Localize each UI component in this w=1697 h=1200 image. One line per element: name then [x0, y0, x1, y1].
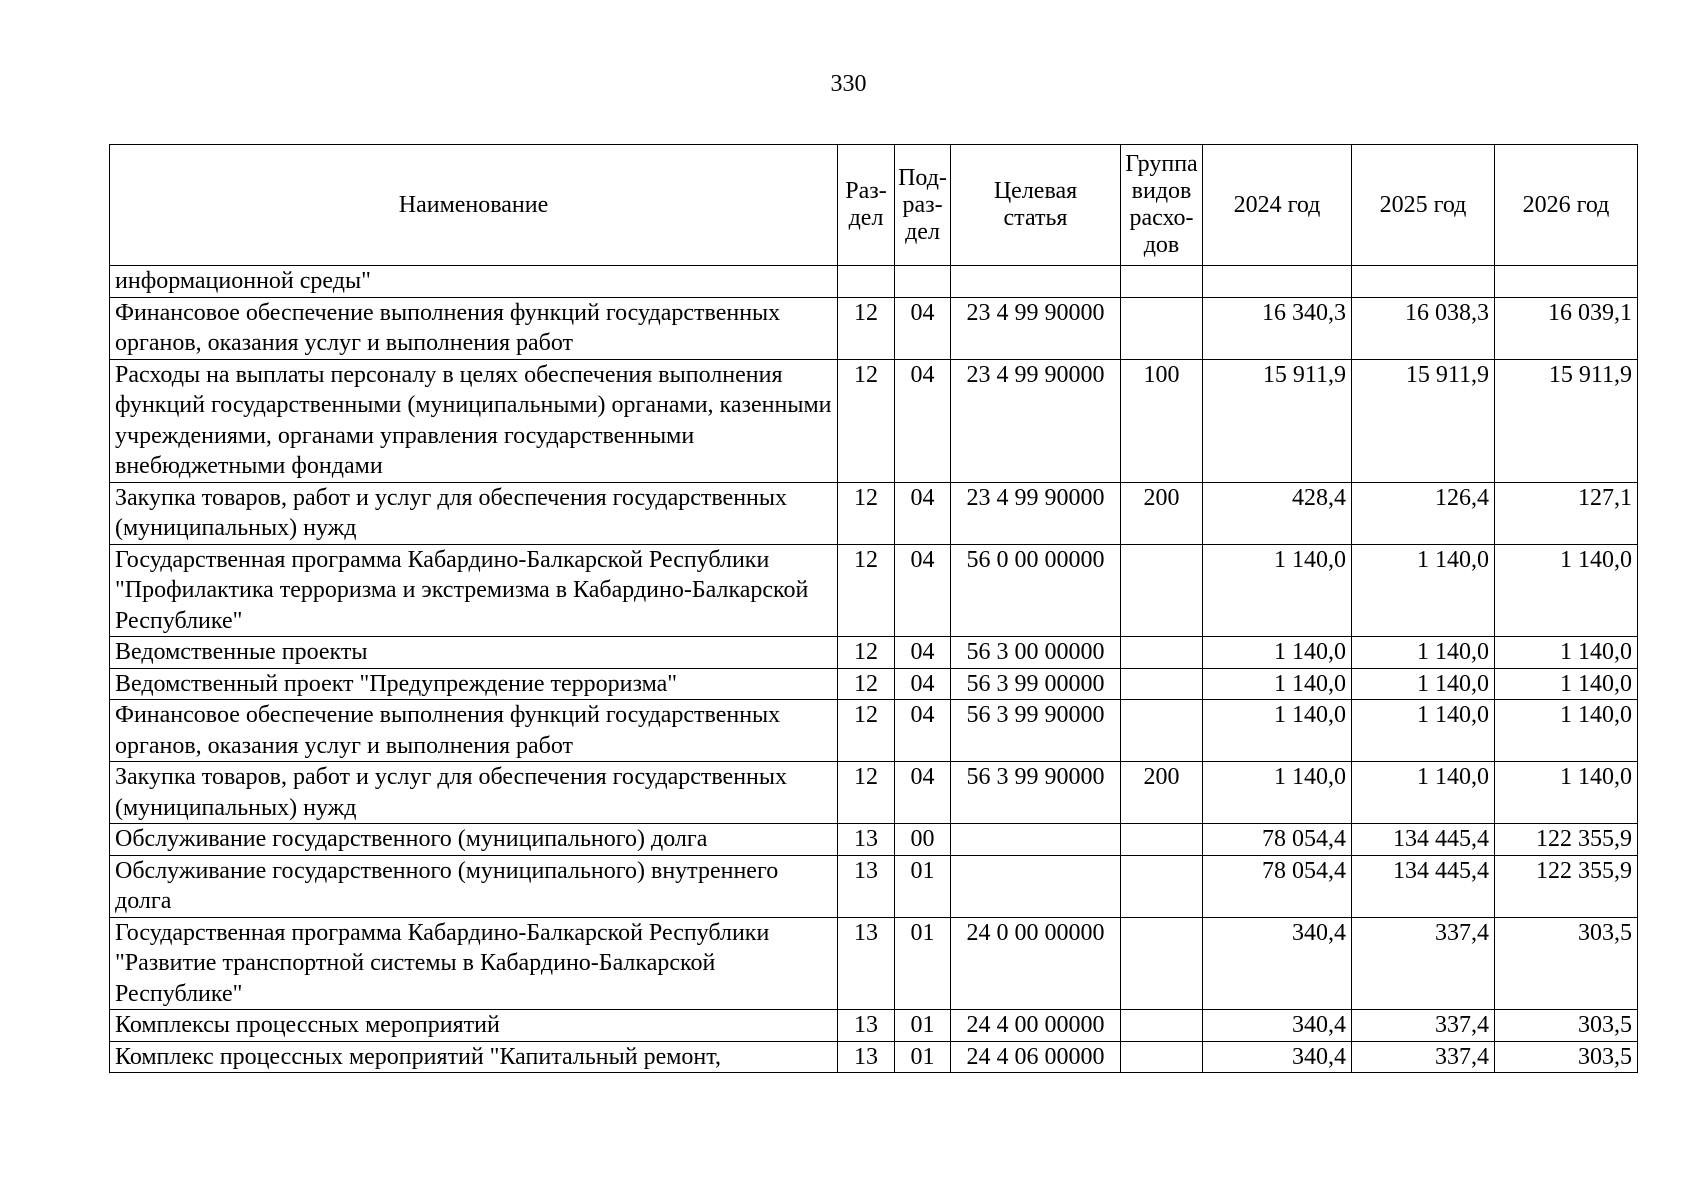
cell-2025: 15 911,9: [1352, 359, 1495, 482]
cell-2025: 134 445,4: [1352, 824, 1495, 856]
cell-2025: 337,4: [1352, 1041, 1495, 1073]
cell-2026: 1 140,0: [1495, 637, 1638, 669]
cell-razdel: 12: [838, 668, 895, 700]
cell-tselevaya: [951, 824, 1121, 856]
table-row: [110, 1010, 1638, 1042]
cell-2024: 1 140,0: [1203, 668, 1352, 700]
cell-podrazdel: 04: [895, 297, 951, 359]
header-podrazdel: [895, 145, 951, 266]
cell-2026: 1 140,0: [1495, 762, 1638, 824]
cell-2025: 16 038,3: [1352, 297, 1495, 359]
table-row: [110, 544, 1638, 637]
cell-2024: 428,4: [1203, 482, 1352, 544]
cell-razdel: 12: [838, 544, 895, 637]
cell-tselevaya: 24 0 00 00000: [951, 917, 1121, 1010]
cell-tselevaya: 23 4 99 90000: [951, 482, 1121, 544]
cell-gruppa: [1121, 1010, 1203, 1042]
cell-2024: 340,4: [1203, 1041, 1352, 1073]
cell-name: Финансовое обеспечение выполнения функций государственных органов, оказания услуг и выполнения работ: [110, 700, 838, 762]
cell-gruppa: [1121, 544, 1203, 637]
cell-name: Ведомственные проекты: [110, 637, 838, 669]
cell-podrazdel: 04: [895, 482, 951, 544]
cell-2024: 16 340,3: [1203, 297, 1352, 359]
cell-name: Комплексы процессных мероприятий: [110, 1010, 838, 1042]
cell-gruppa: [1121, 668, 1203, 700]
cell-gruppa: [1121, 917, 1203, 1010]
cell-tselevaya: 23 4 99 90000: [951, 297, 1121, 359]
budget-table: [109, 144, 1638, 1073]
table-header-row: [110, 145, 1638, 266]
cell-gruppa: 200: [1121, 762, 1203, 824]
cell-tselevaya: [951, 266, 1121, 298]
cell-2026: [1495, 266, 1638, 298]
cell-2024: 1 140,0: [1203, 700, 1352, 762]
cell-2024: 15 911,9: [1203, 359, 1352, 482]
cell-2025: 1 140,0: [1352, 700, 1495, 762]
cell-2026: 303,5: [1495, 1041, 1638, 1073]
cell-podrazdel: 04: [895, 762, 951, 824]
cell-tselevaya: 56 0 00 00000: [951, 544, 1121, 637]
header-2026: 2026 год: [1495, 145, 1638, 266]
cell-2024: 78 054,4: [1203, 855, 1352, 917]
header-name: Наименование: [110, 145, 838, 266]
cell-podrazdel: 01: [895, 855, 951, 917]
cell-name: Обслуживание государственного (муниципального) долга: [110, 824, 838, 856]
cell-2026: 303,5: [1495, 1010, 1638, 1042]
cell-razdel: 12: [838, 762, 895, 824]
cell-podrazdel: 04: [895, 637, 951, 669]
cell-gruppa: [1121, 637, 1203, 669]
cell-podrazdel: 04: [895, 700, 951, 762]
cell-2024: 78 054,4: [1203, 824, 1352, 856]
cell-tselevaya: [951, 855, 1121, 917]
cell-podrazdel: 04: [895, 668, 951, 700]
cell-2026: 1 140,0: [1495, 700, 1638, 762]
cell-2026: 1 140,0: [1495, 668, 1638, 700]
cell-name: Закупка товаров, работ и услуг для обеспечения государственных (муниципальных) нужд: [110, 482, 838, 544]
cell-2024: 340,4: [1203, 917, 1352, 1010]
table-row: [110, 482, 1638, 544]
cell-2026: 122 355,9: [1495, 855, 1638, 917]
header-tselevaya-statya: [951, 145, 1121, 266]
cell-2025: 126,4: [1352, 482, 1495, 544]
cell-2026: 15 911,9: [1495, 359, 1638, 482]
table-row: [110, 297, 1638, 359]
header-gruppa-vidov: [1121, 145, 1203, 266]
cell-podrazdel: 04: [895, 544, 951, 637]
cell-name: информационной среды": [110, 266, 838, 298]
cell-podrazdel: 01: [895, 1010, 951, 1042]
cell-gruppa: [1121, 297, 1203, 359]
cell-2025: 1 140,0: [1352, 668, 1495, 700]
cell-name: Расходы на выплаты персоналу в целях обеспечения выполнения функций государственными (муниципальными) органами, казенными учреждениями, органами управления государственными внебюджетными фондами: [110, 359, 838, 482]
cell-podrazdel: 01: [895, 917, 951, 1010]
cell-tselevaya: 23 4 99 90000: [951, 359, 1121, 482]
header-tselevaya-line: статья: [1003, 205, 1068, 231]
cell-2025: 337,4: [1352, 917, 1495, 1010]
header-gruppa-line: видов: [1131, 178, 1192, 204]
table-row: [110, 1041, 1638, 1073]
cell-2025: 1 140,0: [1352, 762, 1495, 824]
cell-2025: 1 140,0: [1352, 544, 1495, 637]
table-row: [110, 855, 1638, 917]
cell-razdel: 13: [838, 1041, 895, 1073]
header-tselevaya-line: Целевая: [993, 178, 1078, 204]
cell-name: Комплекс процессных мероприятий "Капитальный ремонт,: [110, 1041, 838, 1073]
cell-podrazdel: 01: [895, 1041, 951, 1073]
cell-gruppa: [1121, 266, 1203, 298]
cell-tselevaya: 56 3 00 00000: [951, 637, 1121, 669]
cell-name: Ведомственный проект "Предупреждение терроризма": [110, 668, 838, 700]
cell-razdel: 13: [838, 855, 895, 917]
cell-2026: 1 140,0: [1495, 544, 1638, 637]
cell-gruppa: [1121, 1041, 1203, 1073]
cell-razdel: 12: [838, 297, 895, 359]
cell-razdel: [838, 266, 895, 298]
cell-gruppa: [1121, 824, 1203, 856]
header-gruppa-line: Группа: [1125, 151, 1198, 177]
table-row: [110, 637, 1638, 669]
cell-razdel: 13: [838, 824, 895, 856]
cell-2026: 303,5: [1495, 917, 1638, 1010]
cell-tselevaya: 56 3 99 00000: [951, 668, 1121, 700]
cell-razdel: 13: [838, 917, 895, 1010]
table-row: [110, 266, 1638, 298]
cell-razdel: 13: [838, 1010, 895, 1042]
cell-gruppa: [1121, 855, 1203, 917]
cell-name: Государственная программа Кабардино-Балкарской Республики "Развитие транспортной системы в Кабардино-Балкарской Республике": [110, 917, 838, 1010]
header-razdel-line: дел: [848, 205, 884, 231]
header-podrazdel-line: дел: [905, 218, 940, 245]
table-row: [110, 917, 1638, 1010]
cell-name: Обслуживание государственного (муниципального) внутреннего долга: [110, 855, 838, 917]
cell-gruppa: 200: [1121, 482, 1203, 544]
table-row: [110, 668, 1638, 700]
cell-podrazdel: 04: [895, 359, 951, 482]
cell-razdel: 12: [838, 482, 895, 544]
cell-razdel: 12: [838, 700, 895, 762]
header-podrazdel-line: Под-: [898, 164, 947, 191]
cell-2026: 122 355,9: [1495, 824, 1638, 856]
cell-2025: 134 445,4: [1352, 855, 1495, 917]
cell-2024: 340,4: [1203, 1010, 1352, 1042]
cell-tselevaya: 56 3 99 90000: [951, 700, 1121, 762]
cell-podrazdel: 00: [895, 824, 951, 856]
table-row: [110, 359, 1638, 482]
cell-tselevaya: 56 3 99 90000: [951, 762, 1121, 824]
table-row: [110, 762, 1638, 824]
cell-2025: [1352, 266, 1495, 298]
cell-2025: 337,4: [1352, 1010, 1495, 1042]
cell-2024: 1 140,0: [1203, 762, 1352, 824]
cell-razdel: 12: [838, 637, 895, 669]
cell-2024: 1 140,0: [1203, 637, 1352, 669]
cell-gruppa: [1121, 700, 1203, 762]
cell-2026: 127,1: [1495, 482, 1638, 544]
header-gruppa-line: дов: [1143, 232, 1180, 258]
cell-2026: 16 039,1: [1495, 297, 1638, 359]
header-2025: 2025 год: [1352, 145, 1495, 266]
header-razdel: [838, 145, 895, 266]
header-podrazdel-line: раз-: [902, 191, 943, 218]
header-2024: 2024 год: [1203, 145, 1352, 266]
header-gruppa-line: расхо-: [1129, 205, 1194, 231]
table-row: [110, 824, 1638, 856]
cell-2025: 1 140,0: [1352, 637, 1495, 669]
cell-name: Государственная программа Кабардино-Балкарской Республики "Профилактика терроризма и экстремизма в Кабардино-Балкарской Республике": [110, 544, 838, 637]
cell-name: Финансовое обеспечение выполнения функций государственных органов, оказания услуг и выполнения работ: [110, 297, 838, 359]
page-number: 330: [830, 71, 867, 97]
cell-tselevaya: 24 4 00 00000: [951, 1010, 1121, 1042]
cell-podrazdel: [895, 266, 951, 298]
cell-name: Закупка товаров, работ и услуг для обеспечения государственных (муниципальных) нужд: [110, 762, 838, 824]
cell-gruppa: 100: [1121, 359, 1203, 482]
table-row: [110, 700, 1638, 762]
cell-razdel: 12: [838, 359, 895, 482]
cell-tselevaya: 24 4 06 00000: [951, 1041, 1121, 1073]
cell-2024: 1 140,0: [1203, 544, 1352, 637]
cell-2024: [1203, 266, 1352, 298]
header-razdel-line: Раз-: [845, 178, 887, 204]
